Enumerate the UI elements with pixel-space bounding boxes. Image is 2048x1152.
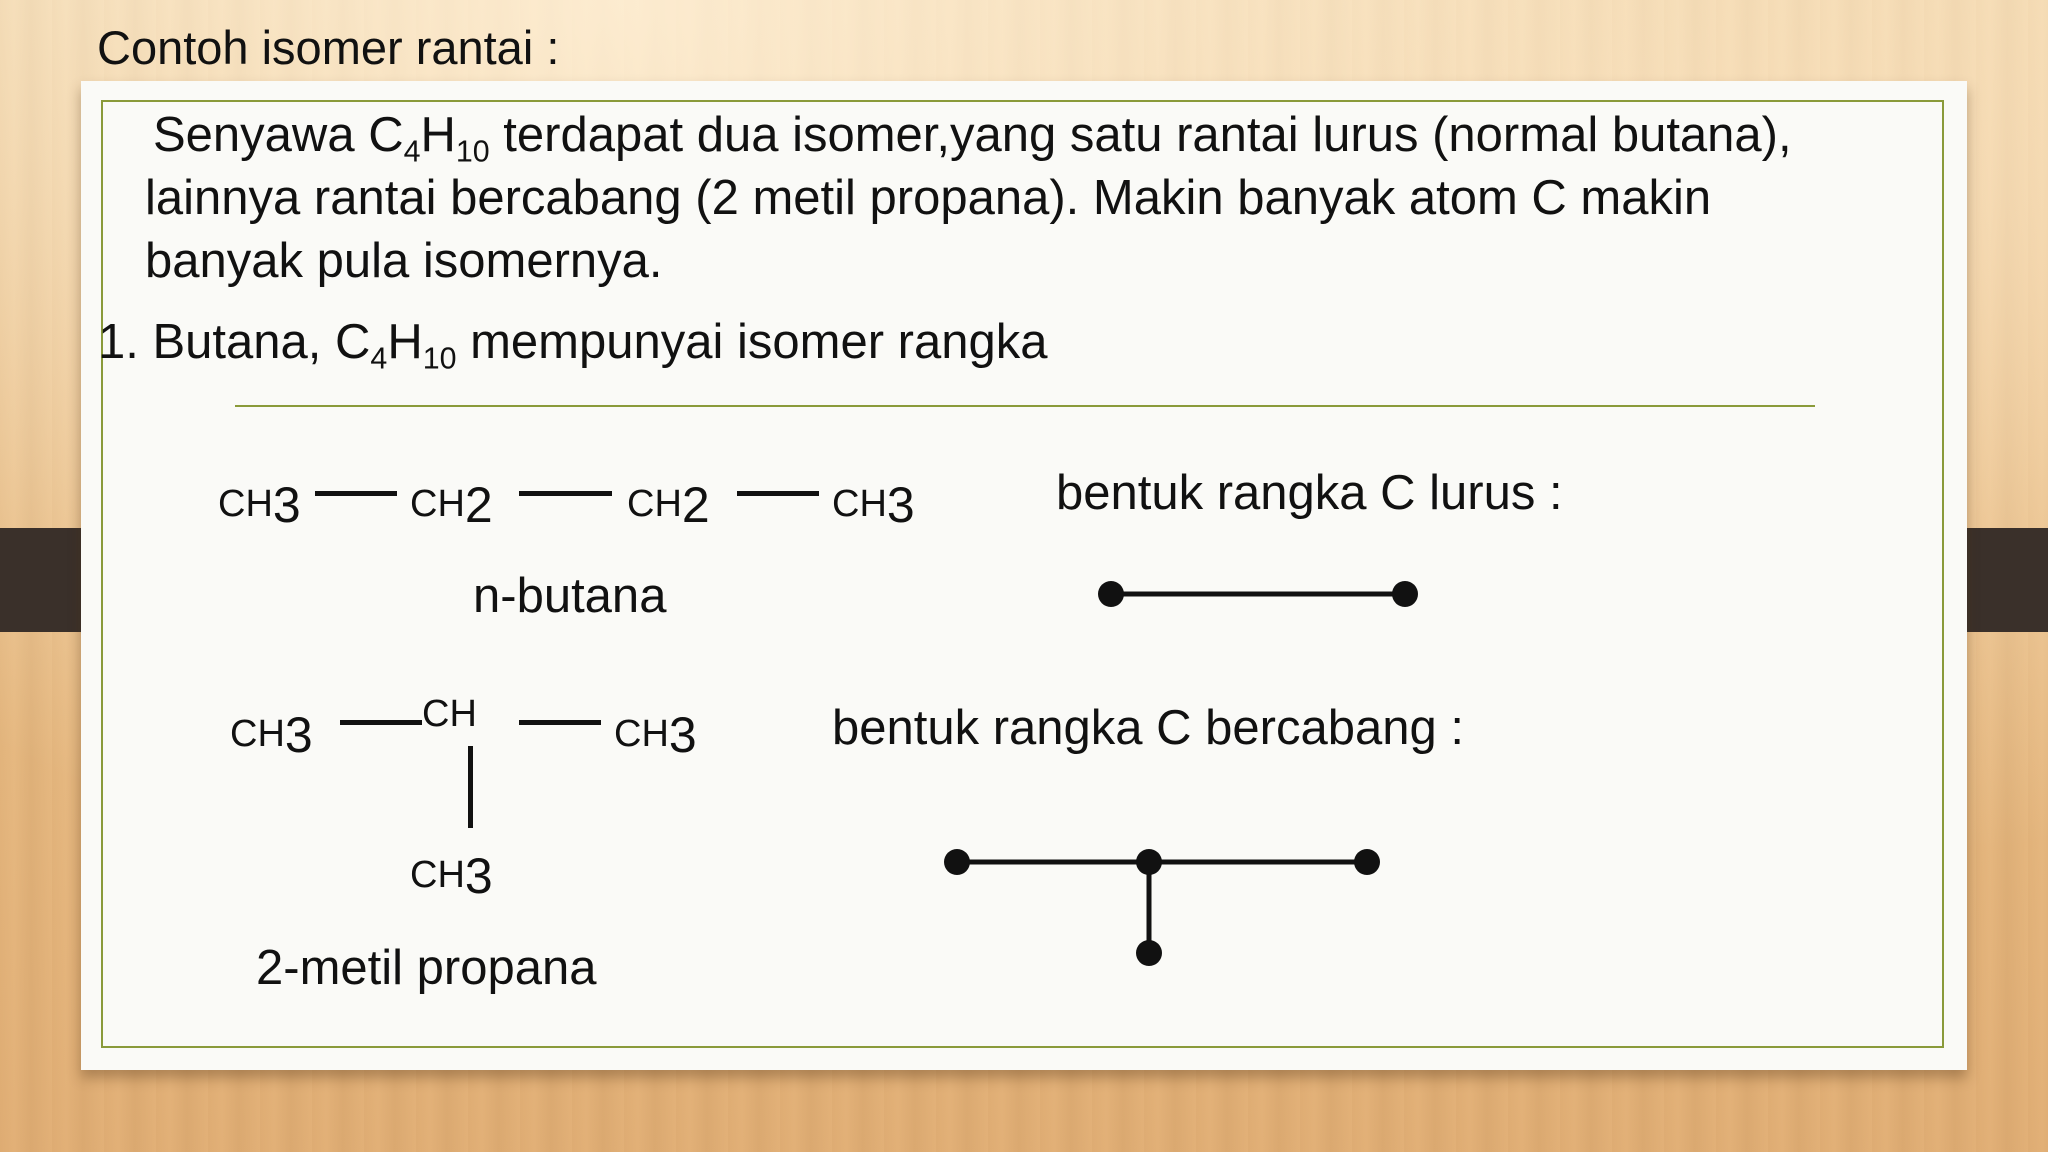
- n-butana-ch3-right: CH3: [832, 477, 915, 533]
- branched-chain-skeleton: [944, 849, 1380, 966]
- metil-propana-name: 2-metil propana: [256, 941, 597, 995]
- branched-skeleton-atom-left: [944, 849, 970, 875]
- metil-propana-ch3-bottom: CH3: [410, 848, 493, 904]
- straight-skeleton-atom-right: [1392, 581, 1418, 607]
- formula-sub-10: 10: [455, 134, 490, 169]
- branched-skeleton-atom-right: [1354, 849, 1380, 875]
- n-butana-name: n-butana: [473, 569, 667, 623]
- formula-sub-4: 4: [403, 134, 421, 169]
- branched-skeleton-label: bentuk rangka C bercabang :: [832, 701, 1464, 755]
- n-butana-ch3-left: CH3: [218, 477, 301, 533]
- n-butana-ch2-2: CH2: [627, 477, 710, 533]
- straight-skeleton-atom-left: [1098, 581, 1124, 607]
- list-item-sub-4: 4: [370, 341, 388, 376]
- paragraph-line-1-rest: terdapat dua isomer,yang satu rantai lurus (normal butana),: [489, 108, 1792, 162]
- paragraph-line-2: lainnya rantai bercabang (2 metil propana). Makin banyak atom C makin: [145, 171, 1712, 225]
- list-item-post: mempunyai isomer rangka: [456, 315, 1048, 369]
- straight-skeleton-label: bentuk rangka C lurus :: [1056, 466, 1563, 520]
- straight-chain-skeleton: [1098, 581, 1418, 607]
- list-item-pre: 1. Butana, C: [98, 315, 371, 369]
- slide-title: Contoh isomer rantai :: [97, 21, 560, 74]
- list-item-sub-10: 10: [422, 341, 457, 376]
- formula-h: H: [420, 108, 456, 162]
- n-butana-ch2-1: CH2: [410, 477, 493, 533]
- paragraph-line-3: banyak pula isomernya.: [145, 234, 663, 288]
- formula-c: Senyawa C: [153, 108, 404, 162]
- metil-propana-ch3-left: CH3: [230, 707, 313, 763]
- branched-skeleton-atom-center: [1136, 849, 1162, 875]
- list-item-h: H: [387, 315, 423, 369]
- metil-propana-ch-center: CH: [422, 693, 477, 735]
- metil-propana-ch3-right: CH3: [614, 707, 697, 763]
- branched-skeleton-atom-bottom: [1136, 940, 1162, 966]
